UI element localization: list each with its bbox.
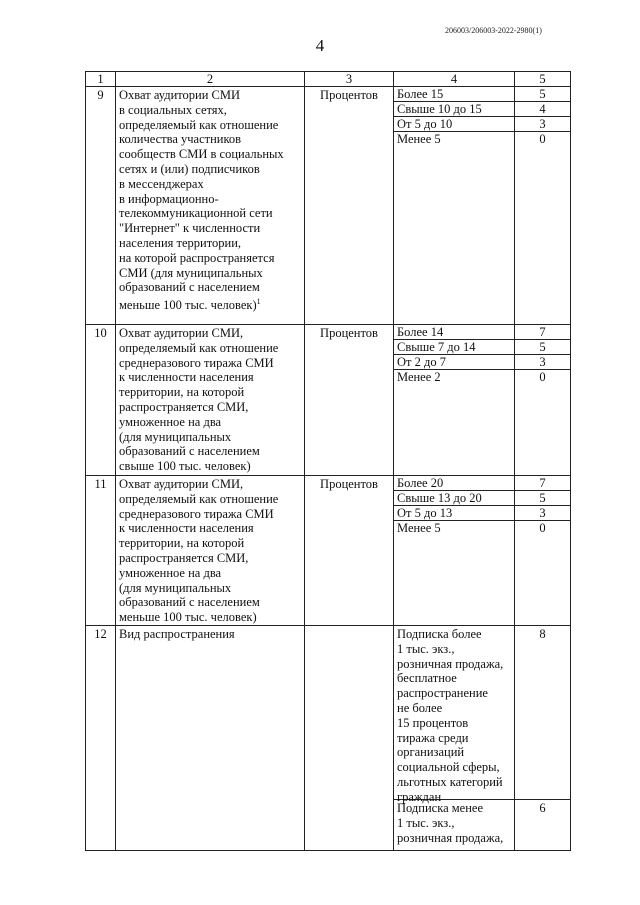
criterion-range: Подписка более 1 тыс. экз., розничная продажа, бесплатное распространение не более 15 процентов тиража среди организаций социальной сферы, льготных категорий граждан [394,626,514,800]
points-value: 7 [515,476,570,491]
points-value: 0 [539,370,546,384]
points-cell [515,476,571,626]
points-value: 5 [515,87,570,102]
points-cell [515,626,571,851]
unit-cell [305,626,394,851]
criterion-range: От 2 до 7 [394,355,514,370]
criteria-table [85,71,571,851]
criterion-range: От 5 до 10 [394,117,514,132]
table-row [86,87,571,325]
table-row [86,476,571,626]
criterion-description: Вид распространения [116,626,305,851]
unit-cell: Процентов [305,87,394,325]
criterion-range: Свыше 13 до 20 [394,491,514,506]
criterion-description [116,87,305,325]
column-header: 4 [394,72,515,87]
criterion-range: Свыше 10 до 15 [394,102,514,117]
criterion-range: Более 15 [394,87,514,102]
table-row [86,626,571,851]
criterion-range: Более 14 [394,325,514,340]
criterion-text: Охват аудитории СМИ в социальных сетях, определяемый как отношение количества участников сообществ СМИ в социальных сетях и (или) подписчиков в мессенджерах в информационно- телекоммуникационной сети "Интернет" к численности населения территории, на которой распространяется СМИ (для муниципальных образований с населением меньше 100 тыс. человек) [119,88,284,313]
points-value: 5 [515,340,570,355]
column-header: 3 [305,72,394,87]
criterion-range: Более 20 [394,476,514,491]
criterion-range: Менее 2 [397,370,441,384]
document-id: 206003/206003-2022-2980(1) [445,26,542,35]
criteria-cell [394,325,515,476]
criterion-description: Охват аудитории СМИ, определяемый как отношение среднеразового тиража СМИ к численности населения территории, на которой распространяется СМИ, умноженное на два (для муниципальных образований с населением свыше 100 тыс. человек) [116,325,305,476]
points-value: 6 [539,801,546,815]
page-number: 4 [315,36,325,55]
criterion-range: Свыше 7 до 14 [394,340,514,355]
unit-cell: Процентов [305,325,394,476]
points-value: 5 [515,491,570,506]
points-cell [515,87,571,325]
column-header: 1 [86,72,116,87]
criteria-cell [394,87,515,325]
column-header: 2 [116,72,305,87]
points-value: 0 [539,521,546,535]
points-value: 4 [515,102,570,117]
criterion-range: От 5 до 13 [394,506,514,521]
criterion-range: Подписка менее 1 тыс. экз., розничная продажа, [397,801,504,845]
criteria-cell [394,476,515,626]
table-header-row [86,72,571,87]
unit-cell: Процентов [305,476,394,626]
criterion-range: Менее 5 [397,521,441,535]
points-cell [515,325,571,476]
row-number: 9 [86,87,116,325]
row-number: 11 [86,476,116,626]
points-value: 7 [515,325,570,340]
footnote-mark: 1 [256,297,261,307]
points-value: 3 [515,355,570,370]
row-number: 12 [86,626,116,851]
points-value: 8 [515,626,570,800]
points-value: 3 [515,506,570,521]
points-value: 0 [539,132,546,146]
criteria-cell [394,626,515,851]
row-number: 10 [86,325,116,476]
table-row [86,325,571,476]
points-value: 3 [515,117,570,132]
criterion-range: Менее 5 [397,132,441,146]
column-header: 5 [515,72,571,87]
criterion-description: Охват аудитории СМИ, определяемый как отношение среднеразового тиража СМИ к численности населения территории, на которой распространяется СМИ, умноженное на два (для муниципальных образований с населением меньше 100 тыс. человек) [116,476,305,626]
